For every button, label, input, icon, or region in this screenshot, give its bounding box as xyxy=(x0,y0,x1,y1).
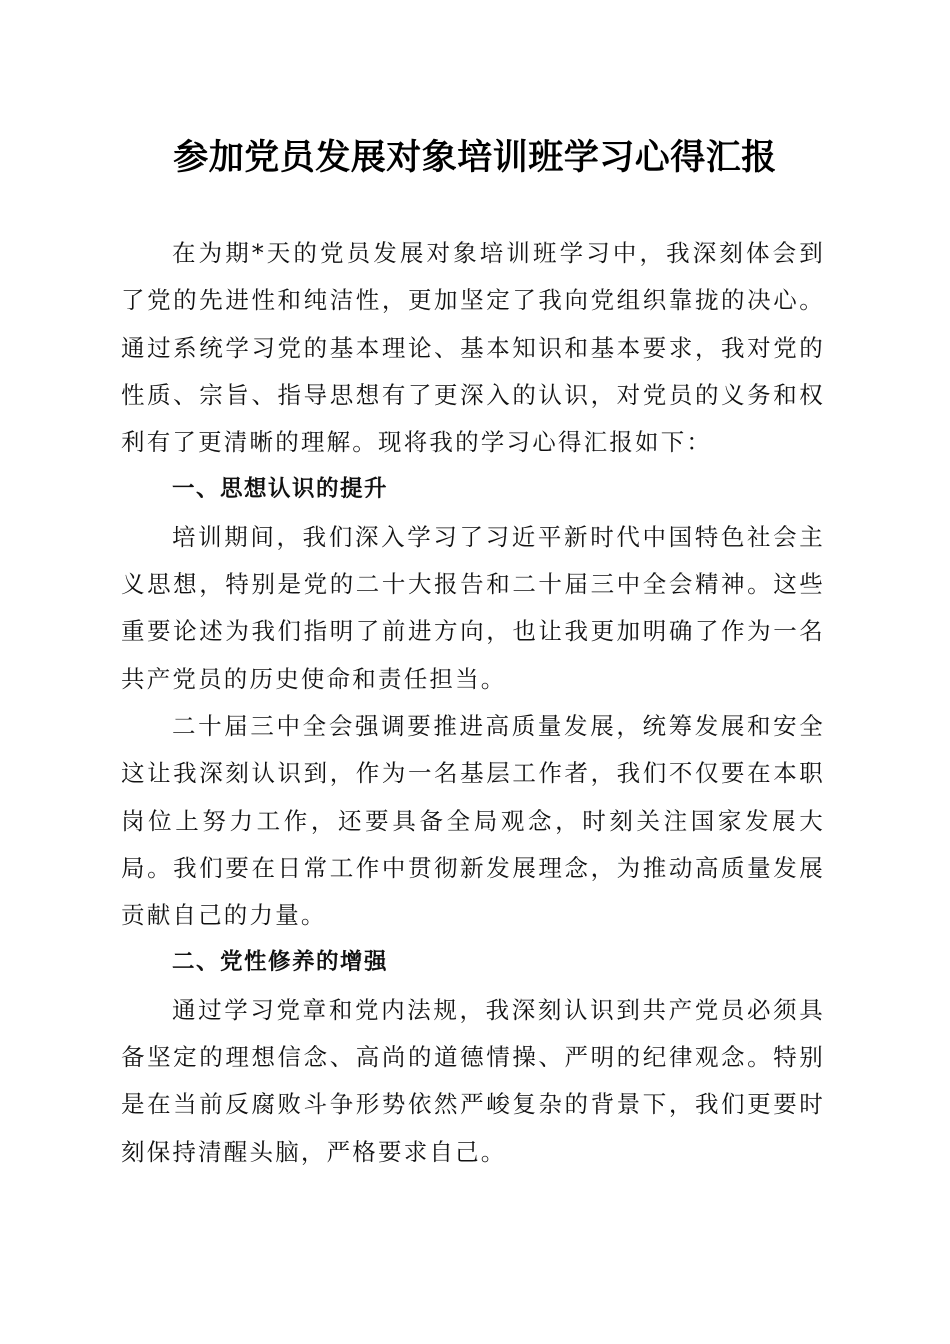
section-1-paragraph-1: 培训期间，我们深入学习了习近平新时代中国特色社会主义思想，特别是党的二十大报告和二十届三中全会精神。这些重要论述为我们指明了前进方向，也让我更加明确了作为一名共产党员的历史使命和责任担当。 xyxy=(121,522,825,693)
document-body xyxy=(121,230,825,1176)
document-title: 参加党员发展对象培训班学习心得汇报 xyxy=(173,137,777,178)
section-heading-thought: 一、思想认识的提升 xyxy=(172,476,389,503)
section-heading-party-spirit: 二、党性修养的增强 xyxy=(172,949,389,976)
section-1-paragraph-2: 二十届三中全会强调要推进高质量发展，统筹发展和安全这让我深刻认识到，作为一名基层工作者，我们不仅要在本职岗位上努力工作，还要具备全局观念，时刻关注国家发展大局。我们要在日常工作中贯彻新发展理念，为推动高质量发展贡献自己的力量。 xyxy=(121,711,825,930)
section-2-paragraph-1: 通过学习党章和党内法规，我深刻认识到共产党员必须具备坚定的理想信念、高尚的道德情操、严明的纪律观念。特别是在当前反腐败斗争形势依然严峻复杂的背景下，我们更要时刻保持清醒头脑，严格要求自己。 xyxy=(121,995,825,1166)
intro-paragraph: 在为期*天的党员发展对象培训班学习中，我深刻体会到了党的先进性和纯洁性，更加坚定了我向党组织靠拢的决心。通过系统学习党的基本理论、基本知识和基本要求，我对党的性质、宗旨、指导思想有了更深入的认识，对党员的义务和权利有了更清晰的理解。现将我的学习心得汇报如下： xyxy=(121,239,825,457)
